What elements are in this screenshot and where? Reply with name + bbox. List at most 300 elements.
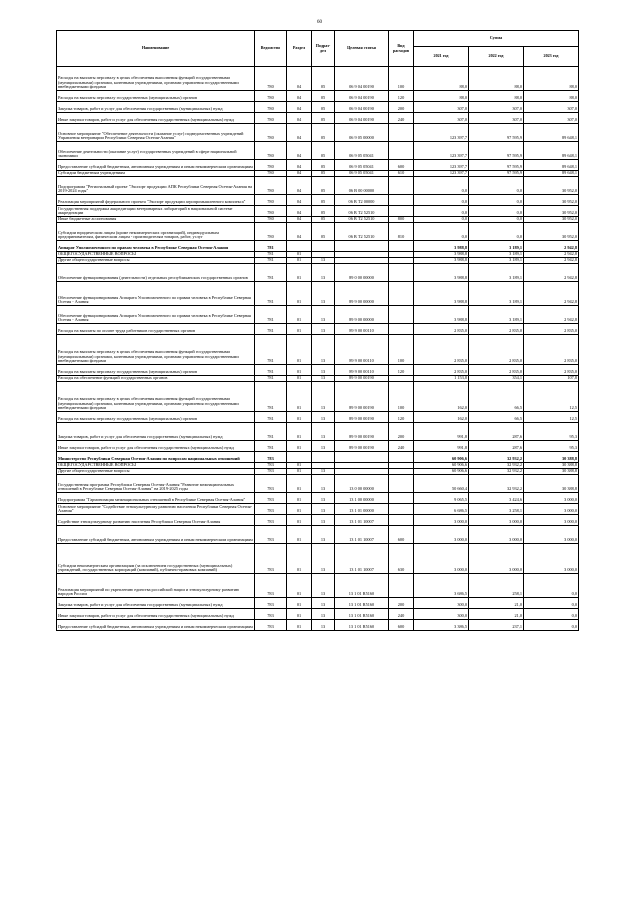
row-ved-cell: 781 bbox=[255, 441, 287, 452]
row-vid-cell bbox=[389, 264, 414, 282]
row-vid-cell bbox=[389, 475, 414, 493]
table-row bbox=[57, 102, 579, 113]
row-2023-cell: 88,0 bbox=[524, 91, 579, 102]
row-csr-cell: 13 1 01 R5160 bbox=[335, 620, 389, 631]
row-ved-cell: 781 bbox=[255, 264, 287, 282]
row-vid-cell bbox=[389, 206, 414, 217]
row-podrazdel-cell: 13 bbox=[312, 376, 335, 382]
row-razdel-cell: 01 bbox=[287, 258, 312, 264]
row-name-cell: Закупка товаров, работ и услуг для обеспечения государственных (муниципальных) нужд bbox=[57, 423, 255, 441]
table-row bbox=[57, 574, 579, 598]
row-2023-cell: 12,5 bbox=[524, 382, 579, 412]
row-2023-cell: 2 835,0 bbox=[524, 365, 579, 376]
row-csr-cell: 89 9 00 00110 bbox=[335, 324, 389, 335]
row-ved-cell: 783 bbox=[255, 544, 287, 574]
row-name-cell: Расходы на выплаты персоналу государственных (муниципальных) органов bbox=[57, 412, 255, 423]
row-razdel-cell: 04 bbox=[287, 206, 312, 217]
row-2021-cell: 3 988,8 bbox=[414, 258, 469, 264]
row-2022-cell: 0,0 bbox=[469, 223, 524, 241]
row-vid-cell: 120 bbox=[389, 365, 414, 376]
row-2023-cell: 0,0 bbox=[524, 598, 579, 609]
row-ved-cell: 783 bbox=[255, 469, 287, 475]
row-razdel-cell: 04 bbox=[287, 142, 312, 160]
row-2022-cell: 3 189,1 bbox=[469, 282, 524, 306]
row-csr-cell: 89 9 00 00000 bbox=[335, 282, 389, 306]
row-2021-cell: 300,0 bbox=[414, 598, 469, 609]
row-podrazdel-cell: 05 bbox=[312, 113, 335, 124]
budget-table bbox=[56, 30, 579, 631]
row-csr-cell: 89 9 00 00110 bbox=[335, 365, 389, 376]
row-2022-cell: 307,0 bbox=[469, 113, 524, 124]
row-podrazdel-cell bbox=[312, 452, 335, 463]
row-ved-cell: 780 bbox=[255, 113, 287, 124]
row-2023-cell: 2 835,0 bbox=[524, 335, 579, 365]
row-2022-cell: 66,5 bbox=[469, 412, 524, 423]
row-csr-cell: 06 В 00 00000 bbox=[335, 177, 389, 195]
row-podrazdel-cell: 13 bbox=[312, 365, 335, 376]
row-2022-cell: 3 424,6 bbox=[469, 493, 524, 504]
table-row bbox=[57, 475, 579, 493]
row-2023-cell: 3 000,0 bbox=[524, 504, 579, 515]
row-vid-cell: 100 bbox=[389, 335, 414, 365]
row-2022-cell: 287,6 bbox=[469, 441, 524, 452]
row-vid-cell: 120 bbox=[389, 412, 414, 423]
row-vid-cell: 200 bbox=[389, 598, 414, 609]
row-2021-cell: 991,8 bbox=[414, 441, 469, 452]
row-2023-cell: 0,0 bbox=[524, 609, 579, 620]
row-2023-cell: 2 942,8 bbox=[524, 264, 579, 282]
row-csr-cell: 06 9 05 00000 bbox=[335, 124, 389, 142]
row-2023-cell: 3 000,0 bbox=[524, 526, 579, 544]
row-name-cell: Субсидии юридическим лицам (кроме некоммерческих организаций), индивидуальным предпринимателям, физическим лицам - производителям товаров, работ, услуг bbox=[57, 223, 255, 241]
table-row bbox=[57, 365, 579, 376]
row-csr-cell: 06 9 04 00190 bbox=[335, 67, 389, 91]
table-row bbox=[57, 335, 579, 365]
row-2021-cell: 0,0 bbox=[414, 217, 469, 223]
row-ved-cell: 781 bbox=[255, 412, 287, 423]
table-row bbox=[57, 241, 579, 252]
row-csr-cell: 13 1 01 00000 bbox=[335, 504, 389, 515]
header-2023: 2023 год bbox=[524, 47, 579, 67]
row-csr-cell: 06 9 04 00190 bbox=[335, 102, 389, 113]
table-row bbox=[57, 382, 579, 412]
row-vid-cell bbox=[389, 195, 414, 206]
row-2021-cell: 3 988,8 bbox=[414, 241, 469, 252]
row-podrazdel-cell: 13 bbox=[312, 412, 335, 423]
row-csr-cell: 89 0 00 00000 bbox=[335, 264, 389, 282]
row-ved-cell: 781 bbox=[255, 282, 287, 306]
row-2021-cell: 6 686,5 bbox=[414, 504, 469, 515]
row-name-cell: Содействие этнокультурному развитию населения Республики Северная Осетия-Алания bbox=[57, 515, 255, 526]
row-csr-cell: 13 1 01 10007 bbox=[335, 544, 389, 574]
table-row bbox=[57, 206, 579, 217]
row-podrazdel-cell: 05 bbox=[312, 102, 335, 113]
row-ved-cell: 780 bbox=[255, 195, 287, 206]
row-razdel-cell: 01 bbox=[287, 544, 312, 574]
header-2022: 2022 год bbox=[469, 47, 524, 67]
row-2021-cell: 0,0 bbox=[414, 223, 469, 241]
row-2021-cell: 162,0 bbox=[414, 382, 469, 412]
row-razdel-cell: 04 bbox=[287, 171, 312, 177]
row-ved-cell: 783 bbox=[255, 475, 287, 493]
row-2023-cell: 0,0 bbox=[524, 620, 579, 631]
row-vid-cell bbox=[389, 515, 414, 526]
table-row bbox=[57, 223, 579, 241]
row-ved-cell: 783 bbox=[255, 609, 287, 620]
row-csr-cell: 06 9 05 05041 bbox=[335, 171, 389, 177]
table-row bbox=[57, 67, 579, 91]
row-csr-cell bbox=[335, 452, 389, 463]
row-2023-cell: 307,0 bbox=[524, 102, 579, 113]
row-vid-cell: 120 bbox=[389, 91, 414, 102]
row-csr-cell: 89 9 00 00190 bbox=[335, 441, 389, 452]
row-podrazdel-cell: 05 bbox=[312, 171, 335, 177]
row-2022-cell: 307,0 bbox=[469, 102, 524, 113]
row-2022-cell: 3 189,1 bbox=[469, 306, 524, 324]
row-name-cell: Другие общегосударственные вопросы bbox=[57, 258, 255, 264]
row-name-cell: Государственная поддержка аккредитации ветеринарных лабораторий в национальной системе аккредитации bbox=[57, 206, 255, 217]
header-csr: Целевая статья bbox=[335, 31, 389, 67]
row-2021-cell: 307,0 bbox=[414, 113, 469, 124]
row-vid-cell: 240 bbox=[389, 441, 414, 452]
row-razdel-cell: 01 bbox=[287, 463, 312, 469]
row-razdel-cell bbox=[287, 452, 312, 463]
row-2021-cell: 2 835,0 bbox=[414, 335, 469, 365]
row-2022-cell: 66,5 bbox=[469, 382, 524, 412]
row-vid-cell bbox=[389, 324, 414, 335]
row-vid-cell bbox=[389, 452, 414, 463]
page-number: 60 bbox=[317, 20, 322, 25]
row-podrazdel-cell: 05 bbox=[312, 217, 335, 223]
table-row bbox=[57, 504, 579, 515]
row-ved-cell: 781 bbox=[255, 382, 287, 412]
header-summa: Сумма bbox=[414, 31, 579, 47]
row-ved-cell: 781 bbox=[255, 365, 287, 376]
row-podrazdel-cell: 13 bbox=[312, 504, 335, 515]
row-razdel-cell: 04 bbox=[287, 113, 312, 124]
row-razdel-cell: 01 bbox=[287, 335, 312, 365]
row-name-cell: Основное мероприятие "Содействие этнокультурному развитию населения Республики Северная Осетия-Алания" bbox=[57, 504, 255, 515]
row-2021-cell: 3 386,5 bbox=[414, 620, 469, 631]
row-2021-cell: 2 835,0 bbox=[414, 365, 469, 376]
table-row bbox=[57, 493, 579, 504]
row-2022-cell: 97 595,9 bbox=[469, 124, 524, 142]
row-2021-cell: 60 906,6 bbox=[414, 463, 469, 469]
row-2023-cell: 95,3 bbox=[524, 423, 579, 441]
row-podrazdel-cell: 13 bbox=[312, 469, 335, 475]
row-2021-cell: 3 000,0 bbox=[414, 515, 469, 526]
row-razdel-cell: 04 bbox=[287, 195, 312, 206]
row-2023-cell: 30 952,0 bbox=[524, 223, 579, 241]
row-razdel-cell: 01 bbox=[287, 365, 312, 376]
row-name-cell: Обеспечение функционирования Аппарата Уполномоченного по правам человека в Республике Северная Осетия - Алания bbox=[57, 282, 255, 306]
row-ved-cell: 780 bbox=[255, 102, 287, 113]
row-vid-cell bbox=[389, 306, 414, 324]
row-2021-cell: 60 906,6 bbox=[414, 452, 469, 463]
header-name: Наименование bbox=[57, 31, 255, 67]
row-razdel-cell: 01 bbox=[287, 252, 312, 258]
row-podrazdel-cell: 05 bbox=[312, 195, 335, 206]
row-2021-cell: 0,0 bbox=[414, 206, 469, 217]
row-csr-cell: 89 9 00 00000 bbox=[335, 306, 389, 324]
row-ved-cell: 781 bbox=[255, 324, 287, 335]
row-vid-cell: 200 bbox=[389, 102, 414, 113]
table-row bbox=[57, 412, 579, 423]
row-2023-cell: 30 388,8 bbox=[524, 475, 579, 493]
row-name-cell: Расходы на выплаты по оплате труда работников государственных органов bbox=[57, 324, 255, 335]
row-ved-cell: 781 bbox=[255, 258, 287, 264]
row-csr-cell bbox=[335, 241, 389, 252]
row-2023-cell: 2 835,0 bbox=[524, 324, 579, 335]
row-ved-cell: 783 bbox=[255, 515, 287, 526]
row-name-cell: Расходы на выплаты персоналу государственных (муниципальных) органов bbox=[57, 365, 255, 376]
row-2023-cell: 2 942,8 bbox=[524, 306, 579, 324]
row-razdel-cell: 01 bbox=[287, 504, 312, 515]
row-razdel-cell: 04 bbox=[287, 102, 312, 113]
row-name-cell: Иные бюджетные ассигнования bbox=[57, 217, 255, 223]
table-row bbox=[57, 441, 579, 452]
row-2022-cell: 21,0 bbox=[469, 598, 524, 609]
row-2021-cell: 1 153,8 bbox=[414, 376, 469, 382]
row-name-cell: ОБЩЕГОСУДАРСТВЕННЫЕ ВОПРОСЫ bbox=[57, 463, 255, 469]
row-2022-cell: 2 835,0 bbox=[469, 335, 524, 365]
row-csr-cell: 06 9 04 00190 bbox=[335, 113, 389, 124]
row-vid-cell bbox=[389, 282, 414, 306]
row-ved-cell: 781 bbox=[255, 241, 287, 252]
row-ved-cell: 783 bbox=[255, 574, 287, 598]
row-csr-cell: 13 1 01 R5160 bbox=[335, 574, 389, 598]
row-2023-cell: 30 952,0 bbox=[524, 206, 579, 217]
row-podrazdel-cell: 13 bbox=[312, 574, 335, 598]
table-row bbox=[57, 526, 579, 544]
row-razdel-cell: 01 bbox=[287, 324, 312, 335]
row-2021-cell: 88,0 bbox=[414, 91, 469, 102]
table-row bbox=[57, 544, 579, 574]
row-vid-cell: 800 bbox=[389, 217, 414, 223]
row-podrazdel-cell: 05 bbox=[312, 206, 335, 217]
row-podrazdel-cell: 05 bbox=[312, 124, 335, 142]
row-2023-cell: 2 942,8 bbox=[524, 241, 579, 252]
table-row bbox=[57, 177, 579, 195]
row-name-cell: Расходы на выплаты персоналу в целях обеспечения выполнения функций государственными (муниципальными) органами, казенными учреждениями, органами управления государственными внебюджетными фондами bbox=[57, 67, 255, 91]
row-podrazdel-cell: 13 bbox=[312, 598, 335, 609]
row-2023-cell: 2 942,8 bbox=[524, 282, 579, 306]
row-2021-cell: 2 835,0 bbox=[414, 324, 469, 335]
row-2022-cell: 354,1 bbox=[469, 376, 524, 382]
row-2022-cell: 3 258,1 bbox=[469, 504, 524, 515]
row-csr-cell: 89 9 00 00190 bbox=[335, 382, 389, 412]
row-ved-cell: 780 bbox=[255, 223, 287, 241]
row-ved-cell: 780 bbox=[255, 206, 287, 217]
row-vid-cell: 610 bbox=[389, 171, 414, 177]
row-razdel-cell: 01 bbox=[287, 469, 312, 475]
row-2022-cell: 0,0 bbox=[469, 206, 524, 217]
row-ved-cell: 780 bbox=[255, 217, 287, 223]
row-2021-cell: 3 000,0 bbox=[414, 526, 469, 544]
row-csr-cell: 06 В Т2 52510 bbox=[335, 223, 389, 241]
row-name-cell: Государственная программа Республики Северная Осетия-Алания "Развитие межнациональных отношений в Республике Северная Осетия-Алания" на 2019-2025 годы bbox=[57, 475, 255, 493]
row-razdel-cell: 01 bbox=[287, 441, 312, 452]
row-razdel-cell: 01 bbox=[287, 526, 312, 544]
row-ved-cell: 781 bbox=[255, 423, 287, 441]
row-ved-cell: 780 bbox=[255, 142, 287, 160]
row-podrazdel-cell: 13 bbox=[312, 282, 335, 306]
row-vid-cell: 100 bbox=[389, 382, 414, 412]
row-podrazdel-cell: 13 bbox=[312, 544, 335, 574]
row-2022-cell: 32 932,2 bbox=[469, 475, 524, 493]
row-name-cell: Предоставление субсидий бюджетным, автономным учреждениям и иным некоммерческим организациям bbox=[57, 160, 255, 171]
table-body bbox=[57, 67, 579, 631]
row-2021-cell: 3 988,8 bbox=[414, 252, 469, 258]
row-2021-cell: 300,0 bbox=[414, 609, 469, 620]
row-csr-cell: 89 9 00 00110 bbox=[335, 335, 389, 365]
row-name-cell: Расходы на выплаты персоналу в целях обеспечения выполнения функций государственными (муниципальными) органами, казенными учреждениями, органами управления государственными внебюджетными фондами bbox=[57, 382, 255, 412]
row-2021-cell: 991,8 bbox=[414, 423, 469, 441]
row-ved-cell: 780 bbox=[255, 160, 287, 171]
row-2022-cell: 258,1 bbox=[469, 574, 524, 598]
row-podrazdel-cell: 05 bbox=[312, 91, 335, 102]
row-name-cell: Предоставление субсидий бюджетным, автономным учреждениям и иным некоммерческим организациям bbox=[57, 620, 255, 631]
row-name-cell: Обеспечение деятельности (оказание услуг) государственных учреждений в сфере национальной экономики bbox=[57, 142, 255, 160]
row-podrazdel-cell: 13 bbox=[312, 493, 335, 504]
row-csr-cell: 06 В Т2 00000 bbox=[335, 195, 389, 206]
row-name-cell: Иные закупки товаров, работ и услуг для обеспечения государственных (муниципальных) нужд bbox=[57, 113, 255, 124]
row-razdel-cell: 01 bbox=[287, 493, 312, 504]
row-csr-cell: 13 1 01 R5160 bbox=[335, 598, 389, 609]
row-name-cell: Субсидии некоммерческим организациям (за исключением государственных (муниципальных) учреждений, государственных корпораций (компаний), публично-правовых компаний) bbox=[57, 544, 255, 574]
row-2022-cell: 97 595,9 bbox=[469, 142, 524, 160]
row-ved-cell: 780 bbox=[255, 91, 287, 102]
row-2023-cell: 2 942,8 bbox=[524, 258, 579, 264]
row-2023-cell: 30 388,8 bbox=[524, 452, 579, 463]
row-2023-cell: 30 952,0 bbox=[524, 217, 579, 223]
row-razdel-cell bbox=[287, 241, 312, 252]
table-row bbox=[57, 515, 579, 526]
row-2022-cell: 21,0 bbox=[469, 609, 524, 620]
row-vid-cell: 600 bbox=[389, 160, 414, 171]
row-razdel-cell: 01 bbox=[287, 574, 312, 598]
row-2022-cell: 32 932,2 bbox=[469, 463, 524, 469]
row-ved-cell: 780 bbox=[255, 177, 287, 195]
row-ved-cell: 783 bbox=[255, 504, 287, 515]
row-razdel-cell: 04 bbox=[287, 217, 312, 223]
row-2021-cell: 3 686,5 bbox=[414, 574, 469, 598]
row-podrazdel-cell: 05 bbox=[312, 160, 335, 171]
table-row bbox=[57, 609, 579, 620]
row-name-cell: Другие общегосударственные вопросы bbox=[57, 469, 255, 475]
row-2021-cell: 123 397,7 bbox=[414, 160, 469, 171]
row-csr-cell: 89 9 00 00190 bbox=[335, 376, 389, 382]
row-2021-cell: 3 988,8 bbox=[414, 282, 469, 306]
row-razdel-cell: 01 bbox=[287, 475, 312, 493]
row-name-cell: Иные закупки товаров, работ и услуг для обеспечения государственных (муниципальных) нужд bbox=[57, 609, 255, 620]
header-vid: Вид расходов bbox=[389, 31, 414, 67]
row-2023-cell: 95,3 bbox=[524, 441, 579, 452]
row-razdel-cell: 04 bbox=[287, 160, 312, 171]
row-ved-cell: 781 bbox=[255, 306, 287, 324]
row-2021-cell: 123 397,7 bbox=[414, 124, 469, 142]
row-razdel-cell: 01 bbox=[287, 306, 312, 324]
row-2022-cell: 2 835,0 bbox=[469, 365, 524, 376]
header-podrazdel: Подраз-дел bbox=[312, 31, 335, 67]
row-ved-cell: 783 bbox=[255, 463, 287, 469]
table-row bbox=[57, 452, 579, 463]
row-vid-cell bbox=[389, 493, 414, 504]
table-row bbox=[57, 124, 579, 142]
row-name-cell: Основное мероприятие "Обеспечение деятельности (оказание услуг) подведомственных учреждений Управления ветеринарии Республики Северная Осетия-Алания" bbox=[57, 124, 255, 142]
row-2022-cell: 237,1 bbox=[469, 620, 524, 631]
row-razdel-cell: 04 bbox=[287, 223, 312, 241]
row-razdel-cell: 01 bbox=[287, 376, 312, 382]
row-2022-cell: 3 189,1 bbox=[469, 264, 524, 282]
row-2021-cell: 162,0 bbox=[414, 412, 469, 423]
row-2023-cell: 2 942,8 bbox=[524, 252, 579, 258]
row-2022-cell: 3 000,0 bbox=[469, 515, 524, 526]
row-razdel-cell: 01 bbox=[287, 412, 312, 423]
row-vid-cell bbox=[389, 124, 414, 142]
row-2022-cell: 97 595,9 bbox=[469, 160, 524, 171]
row-2021-cell: 9 065,5 bbox=[414, 493, 469, 504]
row-vid-cell: 810 bbox=[389, 223, 414, 241]
row-name-cell: Предоставление субсидий бюджетным, автономным учреждениям и иным некоммерческим организациям bbox=[57, 526, 255, 544]
row-2022-cell: 3 000,0 bbox=[469, 544, 524, 574]
row-razdel-cell: 04 bbox=[287, 67, 312, 91]
row-csr-cell: 13 1 01 10007 bbox=[335, 515, 389, 526]
row-podrazdel-cell: 13 bbox=[312, 515, 335, 526]
row-ved-cell: 783 bbox=[255, 452, 287, 463]
table-row bbox=[57, 423, 579, 441]
row-2022-cell: 97 595,9 bbox=[469, 171, 524, 177]
row-razdel-cell: 01 bbox=[287, 620, 312, 631]
row-2023-cell: 30 952,0 bbox=[524, 177, 579, 195]
row-vid-cell bbox=[389, 241, 414, 252]
row-podrazdel-cell: 05 bbox=[312, 177, 335, 195]
header-ved: Ведомство bbox=[255, 31, 287, 67]
row-name-cell: ОБЩЕГОСУДАРСТВЕННЫЕ ВОПРОСЫ bbox=[57, 252, 255, 258]
row-2022-cell: 3 000,0 bbox=[469, 526, 524, 544]
row-razdel-cell: 01 bbox=[287, 264, 312, 282]
table-row bbox=[57, 282, 579, 306]
table-row bbox=[57, 264, 579, 282]
row-2022-cell: 0,0 bbox=[469, 217, 524, 223]
row-2021-cell: 123 397,7 bbox=[414, 171, 469, 177]
row-ved-cell: 780 bbox=[255, 67, 287, 91]
row-name-cell: Обеспечение функционирования Аппарата Уполномоченного по правам человека в Республике Северная Осетия - Алания bbox=[57, 306, 255, 324]
row-csr-cell: 06 9 05 05041 bbox=[335, 160, 389, 171]
row-2023-cell: 30 388,8 bbox=[524, 469, 579, 475]
row-podrazdel-cell: 13 bbox=[312, 382, 335, 412]
row-csr-cell: 89 9 00 00190 bbox=[335, 423, 389, 441]
row-2022-cell: 3 189,1 bbox=[469, 258, 524, 264]
row-csr-cell: 13 1 01 R5160 bbox=[335, 609, 389, 620]
row-name-cell: Подпрограмма "Гармонизация межнациональных отношений в Республике Северная Осетия-Алания" bbox=[57, 493, 255, 504]
row-razdel-cell: 01 bbox=[287, 609, 312, 620]
row-podrazdel-cell: 05 bbox=[312, 67, 335, 91]
table-row bbox=[57, 620, 579, 631]
row-razdel-cell: 01 bbox=[287, 282, 312, 306]
row-2021-cell: 123 397,7 bbox=[414, 142, 469, 160]
row-2022-cell: 2 835,0 bbox=[469, 324, 524, 335]
row-2022-cell: 32 932,2 bbox=[469, 452, 524, 463]
row-ved-cell: 781 bbox=[255, 376, 287, 382]
row-2023-cell: 307,0 bbox=[524, 113, 579, 124]
row-podrazdel-cell: 13 bbox=[312, 324, 335, 335]
row-2023-cell: 3 000,0 bbox=[524, 544, 579, 574]
row-2021-cell: 307,0 bbox=[414, 102, 469, 113]
row-2023-cell: 30 388,8 bbox=[524, 463, 579, 469]
row-podrazdel-cell: 05 bbox=[312, 142, 335, 160]
row-razdel-cell: 04 bbox=[287, 91, 312, 102]
